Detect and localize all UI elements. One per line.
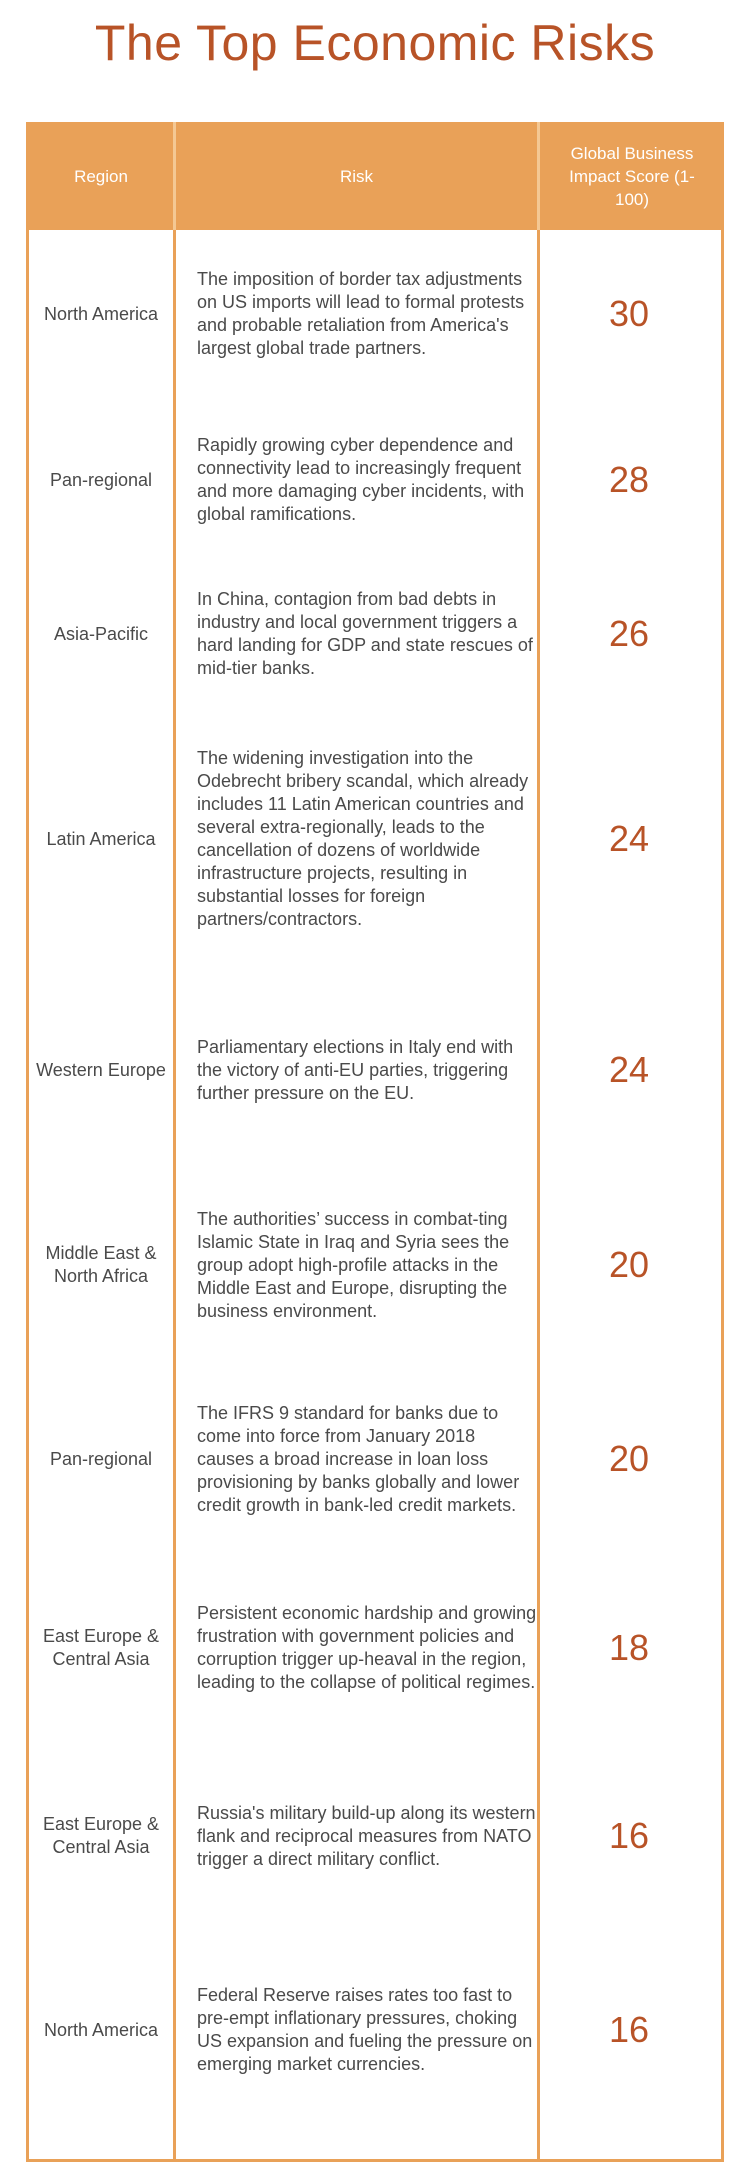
row-score: 26 [608,613,650,654]
row-score: 30 [608,293,650,334]
row-risk: The widening investigation into the Odebrecht bribery scandal, which already includes 11 Latin American countries and several extra-regionally, leads to the cancellation of dozens of worldwide infrastructure projects, resulting in substantial losses for foreign partners/contractors. [197,748,529,929]
row-region: Western Europe [36,1059,166,1080]
row-score: 20 [608,1244,650,1285]
row-region: East Europe & Central Asia [42,1626,160,1669]
row-risk: The IFRS 9 standard for banks due to come into force from January 2018 causes a broad increase in loan loss provisioning by banks globally and lower credit growth in bank-led credit markets. [197,1402,520,1515]
row-risk: In China, contagion from bad debts in industry and local government triggers a hard landing for GDP and state rescues of mid-tier banks. [197,589,533,678]
row-score: 28 [608,459,650,500]
row-risk: Persistent economic hardship and growing frustration with government policies and corruption trigger up-heaval in the region, leading to the collapse of political regimes. [197,1603,537,1692]
header-score [540,122,724,230]
header-region: Region [74,166,128,186]
row-score: 20 [608,1438,650,1479]
row-region: Pan-regional [49,469,153,490]
row-score: 16 [608,2009,650,2050]
header-risk: Risk [339,166,374,186]
table-row [29,1740,721,1932]
table-header [26,122,724,230]
row-region: East Europe & Central Asia [42,1814,160,1857]
row-risk: Parliamentary elections in Italy end with the victory of anti-EU parties, triggering further pressure on the EU. [197,1036,514,1103]
row-region: North America [43,303,159,324]
row-risk: Russia's military build-up along its western flank and reciprocal measures from NATO trigger a direct military conflict. [197,1802,536,1869]
page-title: The Top Economic Risks [94,15,656,71]
row-score: 18 [608,1627,650,1668]
row-risk: The authorities’ success in combat-ting Islamic State in Iraq and Syria sees the group adopt high-profile attacks in the Middle East and Europe, disrupting the business environment. [197,1208,510,1321]
table-row [29,972,721,1168]
row-score: 16 [608,1815,650,1856]
table-row [29,562,721,706]
row-score: 24 [608,818,650,859]
table-row [29,1556,721,1740]
row-region: North America [43,2019,159,2040]
risk-table [26,122,724,2162]
table-row [29,1932,721,2128]
row-risk: Rapidly growing cyber dependence and connectivity lead to increasingly frequent and more damaging cyber incidents, with global ramifications. [197,435,525,524]
row-risk: Federal Reserve raises rates too fast to pre-empt inflationary pressures, choking US expansion and fueling the pressure on emerging market currencies. [197,1985,533,2074]
table-row [29,706,721,972]
row-region: Asia-Pacific [53,623,149,644]
table-row [29,1168,721,1362]
table-row [29,230,721,398]
header-score-label: Global Business Impact Score (1-100) [569,143,695,209]
row-score: 24 [608,1049,650,1090]
row-region: Middle East & North Africa [45,1243,157,1286]
row-region: Pan-regional [49,1448,153,1469]
table-row [29,398,721,562]
table-row [29,1362,721,1556]
row-risk: The imposition of border tax adjustments on US imports will lead to formal protests and probable retaliation from America's largest global trade partners. [197,269,525,358]
row-region: Latin America [46,828,156,849]
